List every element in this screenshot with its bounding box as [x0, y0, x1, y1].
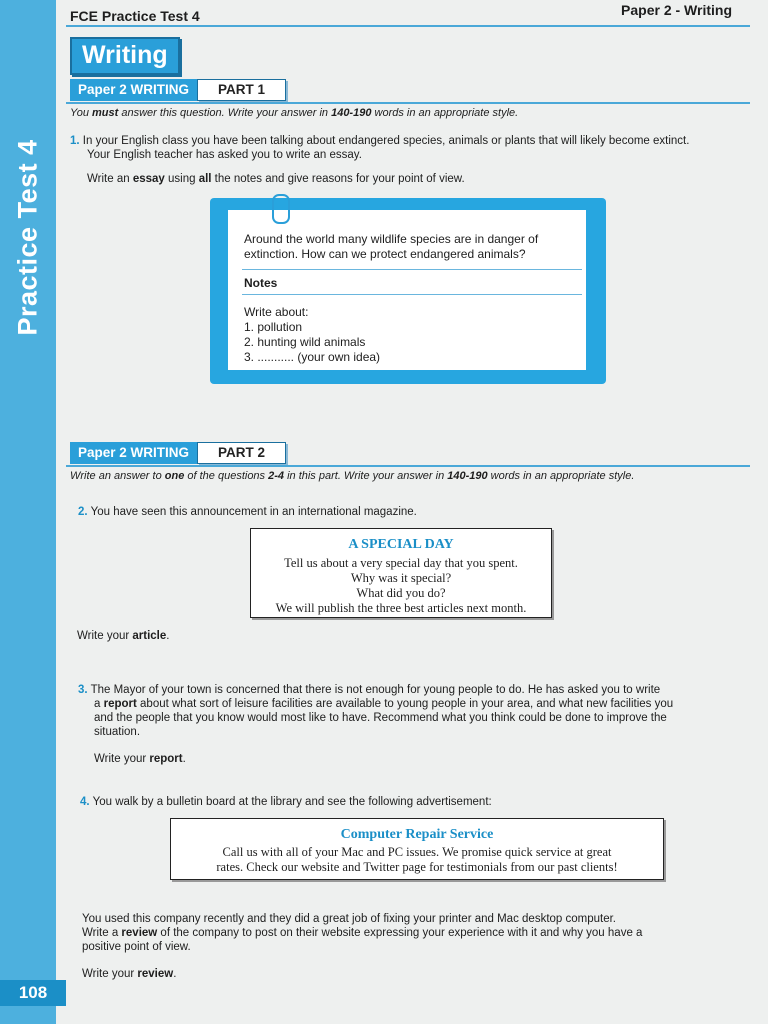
question-number: 2.: [78, 506, 88, 518]
question-3-line3: and the people that you know would most like to have. Recommend what you think could be done to improve the: [94, 712, 667, 724]
question-4-line2: Write a review of the company to post on their website expressing your experience with it and why you have a: [82, 927, 643, 939]
announcement-title: A SPECIAL DAY: [348, 537, 454, 552]
part2-instruction: Write an answer to one of the questions 2-4 in this part. Write your answer in 140-190 words in an appropriate style.: [70, 470, 635, 482]
page-number: 108: [0, 980, 66, 1006]
notes-write-about: Write about:: [244, 305, 309, 319]
question-3: [78, 683, 760, 739]
notes-list: [244, 305, 380, 365]
advertisement-title: Computer Repair Service: [340, 827, 494, 842]
question-1: [70, 134, 760, 162]
question-3-task: Write your report.: [94, 753, 186, 765]
question-4-line1: You used this company recently and they did a great job of fixing your printer and Mac desktop computer.: [82, 913, 616, 925]
question-3-line1: The Mayor of your town is concerned that there is not enough for young people to do. He has asked you to write: [90, 684, 661, 696]
notes-item: 3. ........... (your own idea): [244, 350, 381, 364]
part1-tab-part-label: PART 1: [197, 79, 286, 101]
section-title-badge: Writing: [70, 37, 180, 75]
essay-prompt-question: Around the world many wildlife species are in danger of extinction. How can we protect endangered animals?: [244, 232, 539, 261]
part2-tab: [70, 442, 286, 464]
notes-top-rule: [242, 269, 582, 270]
header-test-title: FCE Practice Test 4: [70, 8, 200, 24]
question-4: [80, 795, 492, 809]
question-1-line1: In your English class you have been talking about endangered species, animals or plants that will likely become extinct.: [82, 135, 690, 147]
part1-instruction: You must answer this question. Write your answer in 140-190 words in an appropriate style.: [70, 107, 519, 119]
sidebar-vertical-title: Practice Test 4: [12, 139, 43, 336]
question-2-task: Write your article.: [77, 630, 170, 642]
notes-bottom-rule: [242, 294, 582, 295]
header-divider: [66, 25, 750, 27]
announcement-body: [251, 556, 551, 616]
notes-item: 2. hunting wild animals: [244, 335, 366, 349]
question-4-scenario: [82, 912, 742, 954]
question-4-text: You walk by a bulletin board at the library and see the following advertisement:: [92, 796, 492, 808]
sidebar: [0, 0, 56, 1024]
question-number: 4.: [80, 796, 90, 808]
computer-repair-advertisement: [170, 818, 664, 880]
notes-item: 1. pollution: [244, 320, 303, 334]
question-3-line2: a report about what sort of leisure facilities are available to young people in your area, and what new facilities you: [94, 698, 674, 710]
part1-tab: [70, 79, 286, 101]
paperclip-icon: [272, 194, 290, 224]
special-day-announcement: [250, 528, 552, 618]
advertisement-line: Call us with all of your Mac and PC issues. We promise quick service at great: [222, 845, 612, 859]
announcement-line: Tell us about a very special day that you spent.: [284, 556, 518, 570]
announcement-line: We will publish the three best articles next month.: [275, 601, 527, 615]
question-1-task: Write an essay using all the notes and give reasons for your point of view.: [87, 173, 465, 185]
part2-tab-paper-label: Paper 2 WRITING: [70, 442, 197, 464]
part1-divider: [66, 102, 750, 104]
question-2: [78, 505, 417, 519]
announcement-line: What did you do?: [356, 586, 446, 600]
question-4-task: Write your review.: [82, 968, 177, 980]
part2-divider: [66, 465, 750, 467]
question-3-line4: situation.: [94, 726, 141, 738]
question-4-line3: positive point of view.: [82, 941, 191, 953]
essay-prompt-card: [228, 210, 586, 370]
essay-prompt-box: [210, 198, 606, 384]
question-1-line2: Your English teacher has asked you to write an essay.: [87, 149, 362, 161]
advertisement-body: [171, 845, 663, 875]
announcement-line: Why was it special?: [350, 571, 452, 585]
advertisement-line: rates. Check our website and Twitter page for testimonials from our past clients!: [216, 860, 618, 874]
question-2-text: You have seen this announcement in an international magazine.: [90, 506, 417, 518]
question-number: 1.: [70, 135, 80, 147]
question-number: 3.: [78, 684, 88, 696]
part2-tab-part-label: PART 2: [197, 442, 286, 464]
part1-tab-paper-label: Paper 2 WRITING: [70, 79, 197, 101]
header-paper-title: Paper 2 - Writing: [621, 2, 732, 18]
notes-heading: Notes: [244, 276, 278, 290]
